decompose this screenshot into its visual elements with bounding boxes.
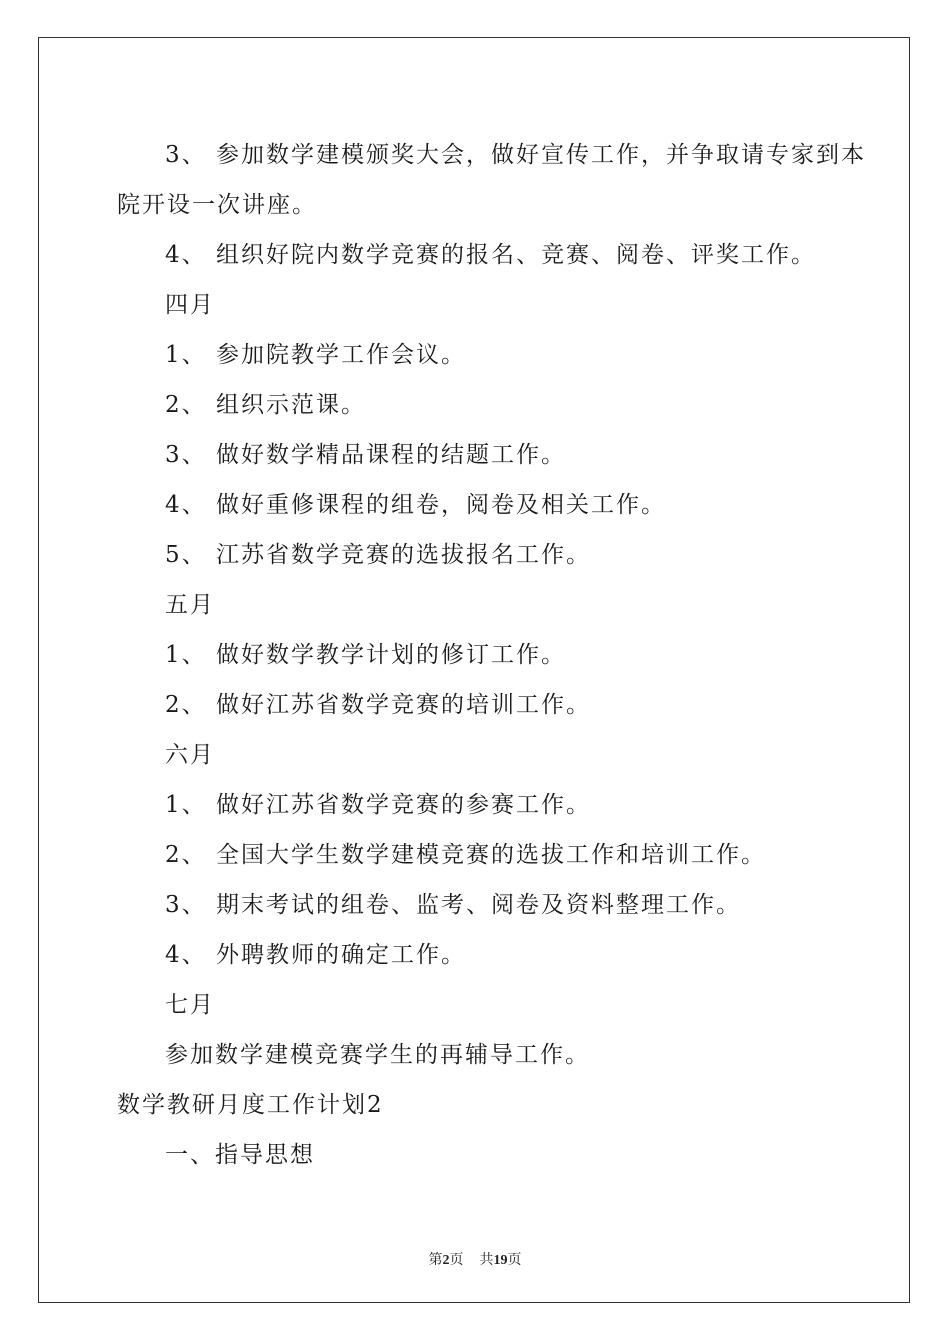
subsection-heading: 一、指导思想 <box>165 1142 315 1168</box>
paragraph-line: 2、 组织示范课。 <box>165 392 366 418</box>
footer-total-prefix: 共 <box>479 1252 494 1268</box>
paragraph-line: 1、 参加院教学工作会议。 <box>165 342 466 368</box>
month-heading: 七月 <box>165 992 215 1018</box>
footer-total-pages: 19 <box>493 1253 508 1268</box>
paragraph-line: 4、 做好重修课程的组卷，阅卷及相关工作。 <box>165 492 666 518</box>
paragraph-line: 3、 做好数学精品课程的结题工作。 <box>165 442 566 468</box>
paragraph-line: 1、 做好江苏省数学竞赛的参赛工作。 <box>165 792 591 818</box>
paragraph-line: 1、 做好数学教学计划的修订工作。 <box>165 642 566 668</box>
paragraph-line: 3、 期末考试的组卷、监考、阅卷及资料整理工作。 <box>165 892 741 918</box>
paragraph-line: 院开设一次讲座。 <box>117 192 317 218</box>
section-title: 数学教研月度工作计划2 <box>117 1092 384 1118</box>
month-heading: 四月 <box>165 292 215 318</box>
paragraph-line: 2、 做好江苏省数学竞赛的培训工作。 <box>165 692 591 718</box>
footer-page-number: 2 <box>442 1253 450 1268</box>
paragraph-line: 5、 江苏省数学竞赛的选拔报名工作。 <box>165 542 591 568</box>
footer-prefix: 第 <box>428 1252 443 1268</box>
page-footer <box>0 1249 950 1269</box>
month-heading: 六月 <box>165 742 215 768</box>
footer-page-suffix: 页 <box>449 1252 464 1268</box>
paragraph-line: 4、 组织好院内数学竞赛的报名、竞赛、阅卷、评奖工作。 <box>165 242 816 268</box>
paragraph-line: 参加数学建模竞赛学生的再辅导工作。 <box>165 1042 590 1068</box>
paragraph-line: 2、 全国大学生数学建模竞赛的选拔工作和培训工作。 <box>165 842 766 868</box>
paragraph-line: 4、 外聘教师的确定工作。 <box>165 942 466 968</box>
paragraph-line: 3、 参加数学建模颁奖大会，做好宣传工作，并争取请专家到本 <box>165 142 866 168</box>
footer-total-suffix: 页 <box>507 1252 522 1268</box>
month-heading: 五月 <box>165 592 215 618</box>
